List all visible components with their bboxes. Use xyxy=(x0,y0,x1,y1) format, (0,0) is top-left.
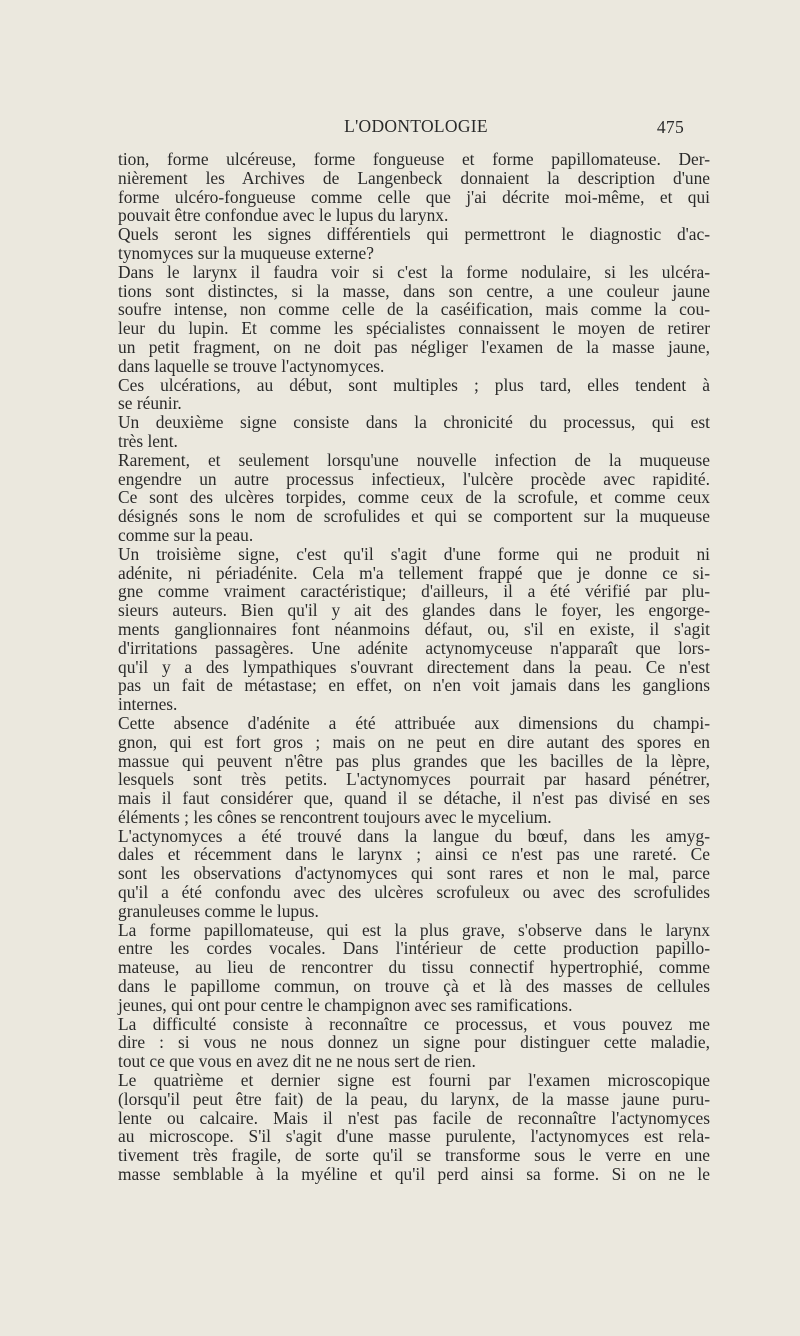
text-line: mais il faut considérer que, quand il se détache, il n'est pas divisé en ses xyxy=(118,788,710,809)
text-line: tivement très fragile, de sorte qu'il se transforme sous le verre en une xyxy=(118,1145,710,1166)
text-line: Le quatrième et dernier signe est fourni par l'examen microscopique xyxy=(118,1070,710,1091)
page-header xyxy=(118,116,684,138)
text-line: Un troisième signe, c'est qu'il s'agit d'une forme qui ne produit ni xyxy=(118,543,710,564)
page-number: 475 xyxy=(656,117,684,137)
text-line: La difficulté consiste à reconnaître ce processus, et vous pouvez me xyxy=(118,1013,710,1034)
text-line: adénite, ni périadénite. Cela m'a tellement frappé que je donne ce si- xyxy=(118,562,710,583)
running-title: L'ODONTOLOGIE xyxy=(344,116,488,136)
text-line: (lorsqu'il peut être fait) de la peau, du larynx, de la masse jaune puru- xyxy=(118,1088,710,1109)
text-line: au microscope. S'il s'agit d'une masse purulente, l'actynomyces est rela- xyxy=(118,1126,710,1147)
text-line: gnon, qui est fort gros ; mais on ne peut en dire autant des spores en xyxy=(118,731,710,752)
text-line: massue qui peuvent n'être pas plus grandes que les bacilles de la lèpre, xyxy=(118,750,710,771)
text-line: tynomyces sur la muqueuse externe? xyxy=(118,242,374,263)
text-line: pouvait être confondue avec le lupus du larynx. xyxy=(118,205,449,226)
text-line: qu'il y a des lympathiques s'ouvrant directement dans la peau. Ce n'est xyxy=(118,656,710,677)
text-line: L'actynomyces a été trouvé dans la langue du bœuf, dans les amyg- xyxy=(118,825,710,846)
text-line: dans le papillome commun, on trouve çà et là des masses de cellules xyxy=(118,976,710,997)
text-line: entre les cordes vocales. Dans l'intérieur de cette production papillo- xyxy=(118,938,710,959)
text-line: Ce sont des ulcères torpides, comme ceux de la scrofule, et comme ceux xyxy=(118,487,710,508)
text-line: Rarement, et seulement lorsqu'une nouvelle infection de la muqueuse xyxy=(118,449,710,470)
text-line: sieurs auteurs. Bien qu'il y ait des glandes dans le foyer, les engorge- xyxy=(118,600,710,621)
text-line: Quels seront les signes différentiels qui permettront le diagnostic d'ac- xyxy=(118,224,710,245)
text-line: nièrement les Archives de Langenbeck donnaient la description d'une xyxy=(118,167,710,188)
text-line: granuleuses comme le lupus. xyxy=(118,900,319,921)
text-line: tions sont distinctes, si la masse, dans son centre, a une couleur jaune xyxy=(118,280,710,301)
text-line: très lent. xyxy=(118,430,178,451)
text-line: soufre intense, non comme celle de la caséification, mais comme la cou- xyxy=(118,299,710,320)
body-text xyxy=(118,150,710,1184)
text-line: jeunes, qui ont pour centre le champignon avec ses ramifications. xyxy=(118,994,573,1015)
text-line: qu'il a été confondu avec des ulcères scrofuleux ou avec des scrofulides xyxy=(118,882,710,903)
text-line: sont les observations d'actynomyces qui sont rares et non le mal, parce xyxy=(118,863,710,884)
text-line: engendre un autre processus infectieux, l'ulcère procède avec rapidité. xyxy=(118,468,710,489)
text-line: tout ce que vous en avez dit ne ne nous sert de rien. xyxy=(118,1051,476,1072)
text-line: dire : si vous ne nous donnez un signe pour distinguer cette maladie, xyxy=(118,1032,710,1053)
text-line: dales et récemment dans le larynx ; ainsi ce n'est pas une rareté. Ce xyxy=(118,844,710,865)
text-line: Un deuxième signe consiste dans la chronicité du processus, qui est xyxy=(118,412,710,433)
text-line: Ces ulcérations, au début, sont multiples ; plus tard, elles tendent à xyxy=(118,374,710,395)
text-line: d'irritations passagères. Une adénite actynomyceuse n'apparaît que lors- xyxy=(118,637,710,658)
text-line: Dans le larynx il faudra voir si c'est la forme nodulaire, si les ulcéra- xyxy=(118,261,710,282)
text-line: internes. xyxy=(118,694,178,715)
text-line: mateuse, au lieu de rencontrer du tissu connectif hypertrophié, comme xyxy=(118,957,710,978)
text-line: désignés sons le nom de scrofulides et qui se comportent sur la muqueuse xyxy=(118,506,710,527)
text-line: Cette absence d'adénite a été attribuée aux dimensions du champi- xyxy=(118,712,710,733)
text-line: La forme papillomateuse, qui est la plus grave, s'observe dans le larynx xyxy=(118,919,710,940)
text-line: leur du lupin. Et comme les spécialistes connaissent le moyen de retirer xyxy=(118,318,710,339)
text-line: pas un fait de métastase; en effet, on n'en voit jamais dans les ganglions xyxy=(118,675,710,696)
text-line: lesquels sont très petits. L'actynomyces pourrait par hasard pénétrer, xyxy=(118,769,710,790)
text-line: masse semblable à la myéline et qu'il perd ainsi sa forme. Si on ne le xyxy=(118,1164,710,1185)
text-line: comme sur la peau. xyxy=(118,524,254,545)
text-line: un petit fragment, on ne doit pas négliger l'examen de la masse jaune, xyxy=(118,336,710,357)
text-line: forme ulcéro-fongueuse comme celle que j'ai décrite moi-même, et qui xyxy=(118,186,710,207)
text-line: éléments ; les cônes se rencontrent toujours avec le mycelium. xyxy=(118,806,552,827)
text-line: gne comme vraiment caractéristique; d'ailleurs, il a été vérifié par plu- xyxy=(118,581,710,602)
text-line: dans laquelle se trouve l'actynomyces. xyxy=(118,355,385,376)
text-line: ments ganglionnaires font néanmoins défaut, ou, s'il en existe, il s'agit xyxy=(118,618,710,639)
text-line: se réunir. xyxy=(118,393,182,414)
text-line: tion, forme ulcéreuse, forme fongueuse et forme papillomateuse. Der- xyxy=(118,149,710,169)
text-line: lente ou calcaire. Mais il n'est pas facile de reconnaître l'actynomyces xyxy=(118,1107,710,1128)
